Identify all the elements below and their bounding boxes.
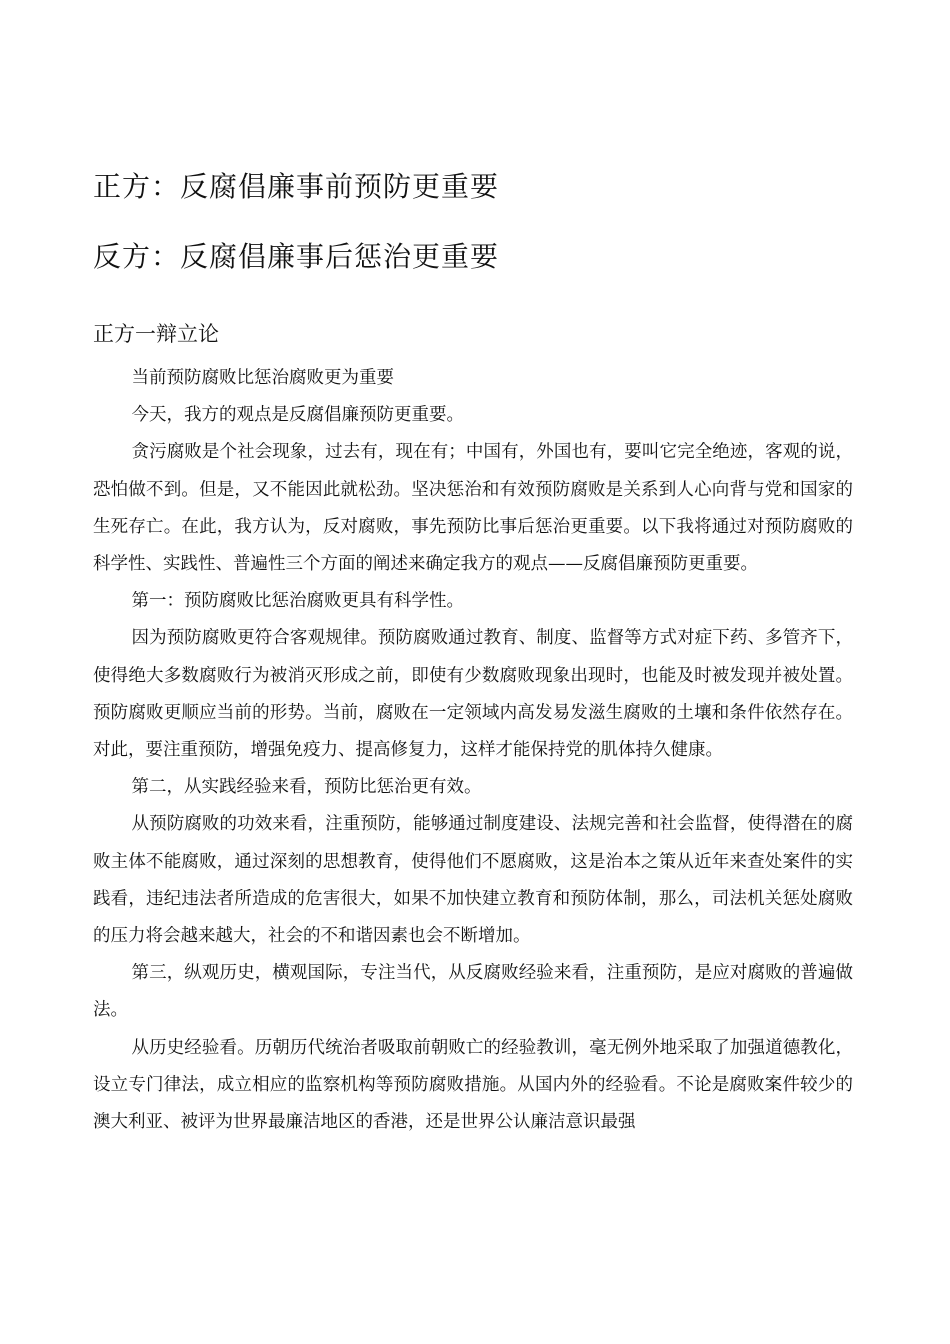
section-title: 正方一辩立论 [93, 322, 219, 346]
body-text [93, 360, 853, 1141]
paragraph: 贪污腐败是个社会现象，过去有，现在有；中国有，外国也有，要叫它完全绝迹，客观的说，恐怕做不到。但是，又不能因此就松劲。坚决惩治和有效预防腐败是关系到人心向背与党和国家的生死存亡。在此，我方认为，反对腐败，事先预防比事后惩治更重要。以下我将通过对预防腐败的科学性、实践性、普遍性三个方面的阐述来确定我方的观点——反腐倡廉预防更重要。 [93, 442, 853, 575]
paragraph: 从预防腐败的功效来看，注重预防，能够通过制度建设、法规完善和社会监督，使得潜在的腐败主体不能腐败，通过深刻的思想教育，使得他们不愿腐败，这是治本之策从近年来查处案件的实践看，违纪违法者所造成的危害很大，如果不加快建立教育和预防体制，那么，司法机关惩处腐败的压力将会越来越大，社会的不和谐因素也会不断增加。 [93, 814, 853, 947]
paragraph: 第二，从实践经验来看，预防比惩治更有效。 [131, 777, 482, 798]
negative-motion-heading: 反方：反腐倡廉事后惩治更重要 [93, 240, 500, 273]
affirmative-motion-heading: 正方：反腐倡廉事前预防更重要 [93, 170, 500, 203]
paragraph: 从历史经验看。历朝历代统治者吸取前朝败亡的经验教训，毫无例外地采取了加强道德教化，设立专门律法，成立相应的监察机构等预防腐败措施。从国内外的经验看。不论是腐败案件较少的澳大利亚、被评为世界最廉洁地区的香港，还是世界公认廉洁意识最强 [93, 1037, 853, 1133]
paragraph: 第三，纵观历史，横观国际，专注当代，从反腐败经验来看，注重预防，是应对腐败的普遍做法。 [93, 963, 853, 1021]
paragraph-subtitle: 当前预防腐败比惩治腐败更为重要 [131, 368, 394, 388]
paragraph: 第一：预防腐败比惩治腐败更具有科学性。 [131, 591, 464, 612]
paragraph: 因为预防腐败更符合客观规律。预防腐败通过教育、制度、监督等方式对症下药、多管齐下，使得绝大多数腐败行为被消灭形成之前，即使有少数腐败现象出现时，也能及时被发现并被处置。预防腐败更顺应当前的形势。当前，腐败在一定领域内高发易发滋生腐败的土壤和条件依然存在。对此，要注重预防，增强免疫力、提高修复力，这样才能保持党的肌体持久健康。 [93, 628, 853, 761]
paragraph: 今天，我方的观点是反腐倡廉预防更重要。 [131, 405, 464, 426]
